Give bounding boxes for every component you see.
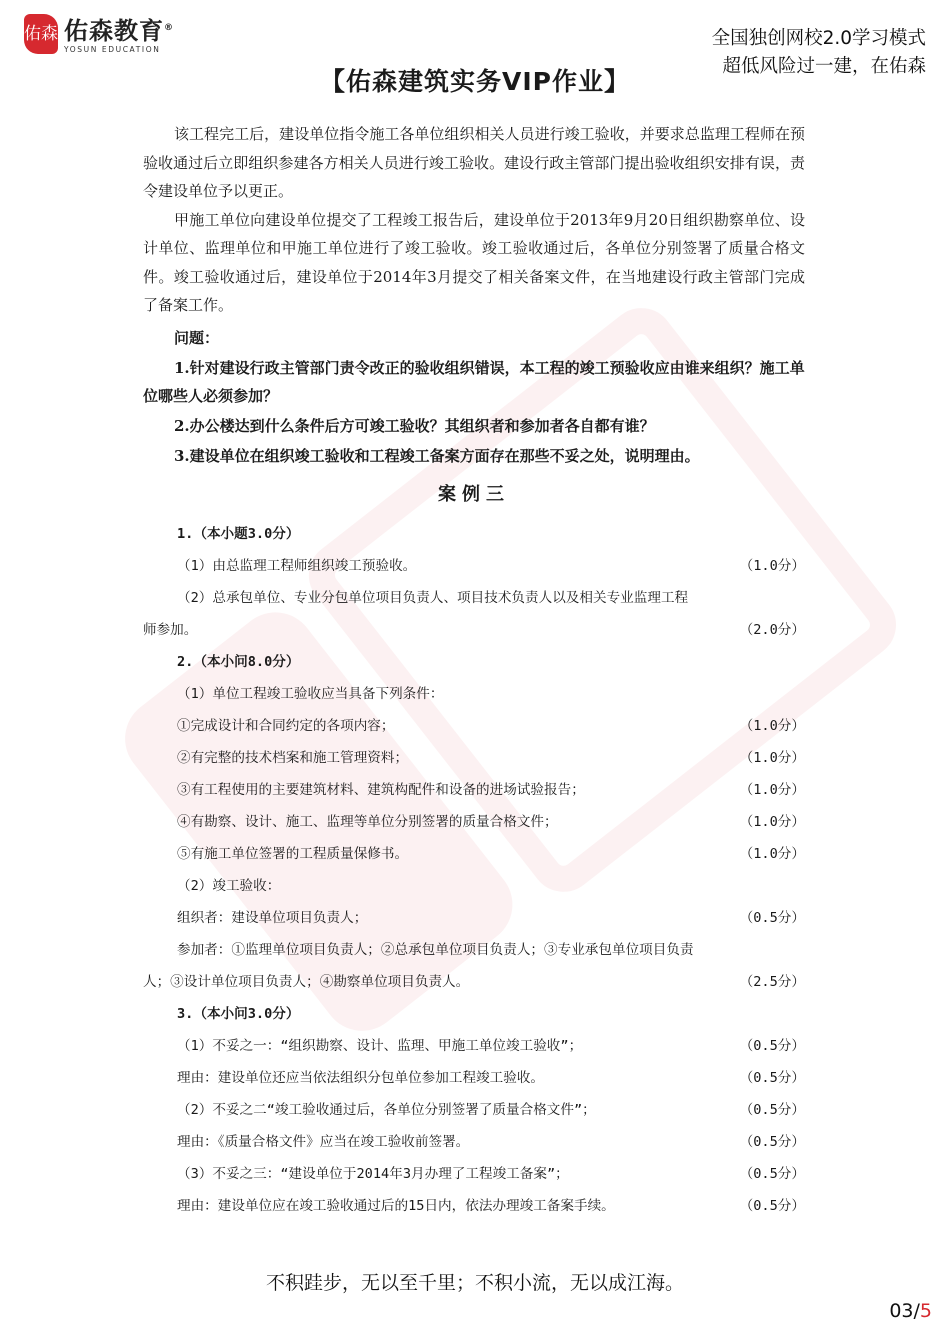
answer-score: （2.5分） [739,973,805,990]
answer-line [143,1030,805,1062]
condition-line [143,838,805,870]
page-number [889,1300,932,1322]
answer-score: （0.5分） [739,909,805,926]
case-title: 案例三 [438,483,510,505]
answer-score: （0.5分） [739,1133,805,1150]
answer-line [143,614,805,646]
participants-cont: 人；③设计单位项目负责人；④勘察单位项目负责人。 [143,973,470,990]
footer-motto: 不积跬步，无以至千里；不积小流，无以成江海。 [265,1272,684,1294]
answer-line [143,1158,805,1190]
condition-line [143,806,805,838]
answer-text: 理由：建设单位还应当依法组织分包单位参加工程竣工验收。 [177,1069,545,1086]
question-item: 2.办公楼达到什么条件后方可竣工验收？其组织者和参加者各自都有谁？ [174,416,655,435]
answer-heading: 1.（本小题3.0分） [177,525,300,542]
condition-text: ⑤有施工单位签署的工程质量保修书。 [177,845,409,862]
answer-score: （0.5分） [739,1197,805,1214]
document-title: 【佑森建筑实务VIP作业】 [320,67,630,96]
condition-text: ③有工程使用的主要建筑材料、建筑构配件和设备的进场试验报告； [177,781,585,798]
answer-text: （2）竣工验收： [177,877,281,894]
logo-mark-text: 佑森 [24,24,58,44]
answer-text: （2）总承包单位、专业分包单位项目负责人、项目技术负责人以及相关专业监理工程 [177,589,689,606]
condition-line [143,710,805,742]
questions-label: 问题： [174,328,220,347]
answer-line [143,870,805,902]
condition-line [143,774,805,806]
answer-line [143,966,805,998]
answer-score: （1.0分） [739,557,805,574]
answer-score: （1.0分） [739,781,805,798]
logo-name: 佑森教育 [64,17,164,45]
question-item: 1.针对建设行政主管部门责令改正的验收组织错误，本工程的竣工预验收应由谁来组织？施工单位哪些人必须参加？ [143,358,805,405]
question-item: 3.建设单位在组织竣工验收和工程竣工备案方面存在那些不妥之处，说明理由。 [174,446,700,465]
answer-text: （1）不妥之一：“组织勘察、设计、监理、甲施工单位竣工验收”； [177,1037,583,1054]
answer-score: （1.0分） [739,813,805,830]
brand-logo [24,14,174,54]
slogan-line-2: 超低风险过一建，在佑森 [722,56,926,77]
answer-text: （3）不妥之三：“建设单位于2014年3月办理了工程竣工备案”； [177,1165,569,1182]
answer-line [143,902,805,934]
participants-text: 参加者：①监理单位项目负责人；②总承包单位项目负责人；③专业承包单位项目负责 [177,941,694,958]
answer-line [143,550,805,582]
condition-text: ①完成设计和合同约定的各项内容； [177,717,395,734]
logo-mark-icon [24,14,58,54]
answer-line [143,1094,805,1126]
answer-text: 理由：《质量合格文件》应当在竣工验收前签署。 [177,1133,470,1150]
condition-line [143,742,805,774]
answer-line [143,678,805,710]
answer-line [143,1190,805,1222]
answer-line [143,1062,805,1094]
logo-english: YOSUN EDUCATION [64,45,161,54]
answer-text: 理由：建设单位应在竣工验收通过后的15日内，依法办理竣工备案手续。 [177,1197,615,1214]
answer-score: （1.0分） [739,717,805,734]
answer-score: （0.5分） [739,1069,805,1086]
body-paragraph: 该工程完工后，建设单位指令施工各单位组织相关人员进行竣工验收，并要求总监理工程师在预验收通过后立即组织参建各方相关人员进行竣工验收。建设行政主管部门提出验收组织安排有误，责令建设单位予以更正。 [143,125,805,200]
answer-text: （2）不妥之二“竣工验收通过后，各单位分别签署了质量合格文件”； [177,1101,596,1118]
answer-score: （1.0分） [739,845,805,862]
answer-heading: 2.（本小问8.0分） [177,653,300,670]
answer-text: （1）单位工程竣工验收应当具备下列条件： [177,685,444,702]
page-total: 5 [919,1300,932,1322]
registered-icon: ® [164,23,174,33]
answer-score: （1.0分） [739,749,805,766]
answer-heading: 3.（本小问3.0分） [177,1005,300,1022]
answer-score: （0.5分） [739,1037,805,1054]
answer-line [143,1126,805,1158]
organizer-text: 组织者：建设单位项目负责人； [177,909,368,926]
body-paragraph: 甲施工单位向建设单位提交了工程竣工报告后，建设单位于2013年9月20日组织勘察单位、设计单位、监理单位和甲施工单位进行了竣工验收。竣工验收通过后，各单位分别签署了质量合格文件。竣工验收通过后，建设单位于2014年3月提交了相关备案文件，在当地建设行政主管部门完成了备案工作。 [143,210,805,314]
page-current: 03/ [889,1300,920,1322]
document-body [143,120,805,1222]
answer-text: （1）由总监理工程师组织竣工预验收。 [177,557,417,574]
condition-text: ④有勘察、设计、施工、监理等单位分别签署的质量合格文件； [177,813,558,830]
slogan-line-1: 全国独创网校2.0学习模式 [711,28,926,49]
answer-score: （0.5分） [739,1101,805,1118]
answer-score: （0.5分） [739,1165,805,1182]
answer-score: （2.0分） [739,621,805,638]
answer-text: 师参加。 [143,621,198,638]
condition-text: ②有完整的技术档案和施工管理资料； [177,749,409,766]
